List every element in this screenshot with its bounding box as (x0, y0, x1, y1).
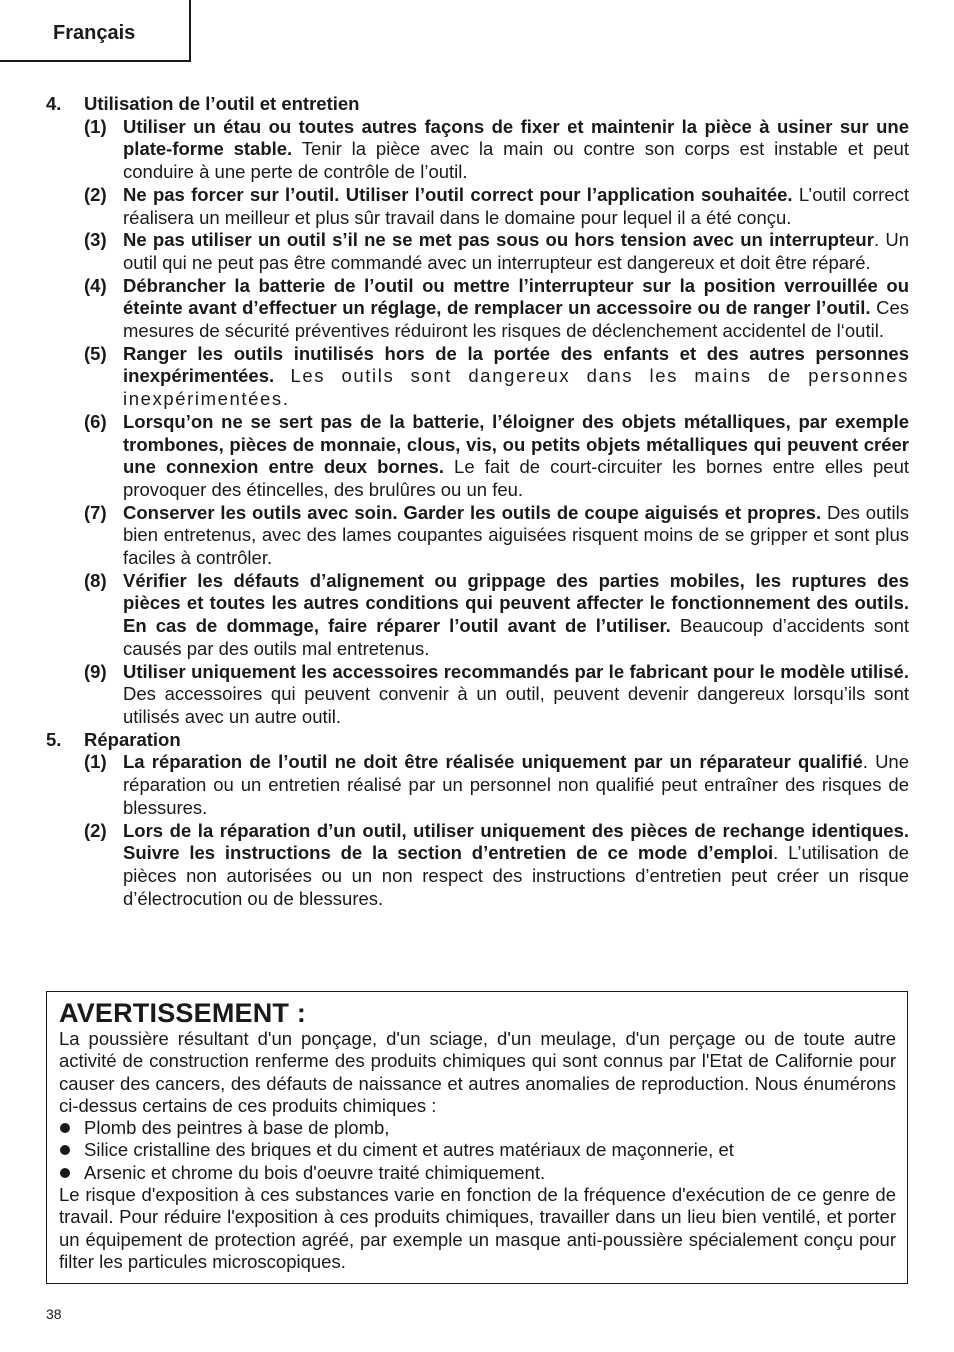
warning-bullet-list (59, 1117, 896, 1184)
item-text (123, 820, 909, 911)
item-body-text: Des accessoires qui peuvent convenir à un outil, peuvent devenir dangereux lorsqu’ils sont utilisés avec un autre outil. (123, 683, 909, 727)
list-item (46, 661, 909, 729)
item-bold-text: Ranger les outils inutilisés hors de la portée des enfants et des autres personnes inexpérimentées. (123, 342, 909, 387)
item-text (123, 661, 909, 729)
item-body-text: Des outils bien entretenus, avec des lames coupantes aiguisées risquent moins de se gripper et sont plus faciles à contrôler. (123, 501, 909, 569)
list-item (46, 570, 909, 661)
item-bold-text: Utiliser uniquement les accessoires recommandés par le fabricant pour le modèle utilisé. (123, 660, 909, 682)
item-text (123, 229, 909, 274)
warning-bullet-text: Silice cristalline des briques et du ciment et autres matériaux de maçonnerie, et (84, 1139, 734, 1161)
list-item (46, 275, 909, 343)
warning-bullet (59, 1162, 896, 1184)
section-heading (46, 729, 909, 752)
list-item (46, 751, 909, 819)
item-bold-text: Vérifier les défauts d’alignement ou grippage des parties mobiles, les ruptures des pièces et toutes les autres conditions qui peuvent affecter le fonctionnement des outils. En cas de dommage, faire réparer l’outil avant de l’utiliser. (123, 569, 909, 637)
warning-outro: Le risque d'exposition à ces substances varie en fonction de la fréquence d'exécution de ce genre de travail. Pour réduire l'exposition à ces produits chimiques, travailler dans un lieu bien ventilé, et porter un équipement de protection agréé, par exemple un masque anti-poussière spécialement conçu pour filter les particules microscopiques. (59, 1184, 896, 1272)
bullet-dot-icon (59, 1117, 84, 1139)
section-title: Réparation (84, 728, 181, 750)
item-body-text: L’outil correct réalisera un meilleur et plus sûr travail dans le domaine pour lequel il a été conçu. (123, 183, 910, 228)
item-bold-text: Débrancher la batterie de l’outil ou mettre l’interrupteur sur la position verrouillée ou éteinte avant d’effectuer un réglage, de remplacer un accessoire ou de ranger l’outil. (123, 274, 909, 319)
item-text (123, 570, 909, 661)
warning-bullet (59, 1139, 896, 1161)
item-bold-text: Ne pas forcer sur l’outil. Utiliser l’outil correct pour l’application souhaitée. (123, 183, 793, 205)
list-item (46, 184, 909, 229)
item-text (123, 411, 909, 502)
item-number: (1) (84, 751, 107, 773)
warning-bullet (59, 1117, 896, 1139)
item-bold-text: Lorsqu’on ne se sert pas de la batterie, l’éloigner des objets métalliques, par exemple trombones, pièces de monnaie, clous, vis, ou petits objets métalliques qui peuvent créer une connexion entre deux bornes. (123, 410, 909, 478)
bullet-dot-icon (59, 1139, 84, 1161)
item-bold-text: Lors de la réparation d’un outil, utiliser uniquement des pièces de rechange identiques. Suivre les instructions de la section d’entretien de ce mode d’emploi (123, 819, 909, 864)
warning-intro: La poussière résultant d'un ponçage, d'un sciage, d'un meulage, d'un perçage ou de toute autre activité de construction renferme des produits chimiques qui sont connus par l'Etat de Californie pour causer des cancers, des défauts de naissance et autres anomalies de reproduction. Nous énumérons ci-dessus certains de ces produits chimiques : (59, 1028, 896, 1116)
item-number: (5) (84, 342, 107, 364)
item-number: (7) (84, 501, 107, 523)
item-bold-text: Conserver les outils avec soin. Garder les outils de coupe aiguisés et propres. (123, 501, 822, 523)
item-number: (2) (84, 183, 107, 205)
bullet-dot-icon (59, 1162, 84, 1184)
warning-bullet-text: Plomb des peintres à base de plomb, (84, 1117, 390, 1139)
list-item (46, 116, 909, 184)
list-item (46, 502, 909, 570)
item-body-text: Les outils sont dangereux dans les mains de personnes inexpérimentées. (123, 365, 909, 410)
item-text (123, 275, 909, 343)
warning-bullet-text: Arsenic et chrome du bois d'oeuvre traité chimiquement. (84, 1161, 546, 1183)
item-text (123, 343, 909, 411)
warning-title: AVERTISSEMENT : (59, 998, 307, 1028)
item-number: (6) (84, 410, 107, 432)
item-body-text: . L’utilisation de pièces non autorisées ou un non respect des instructions d’entretien peut créer un risque d’électrocution ou de blessures. (123, 842, 909, 909)
item-text (123, 751, 909, 819)
section-number: 5. (46, 728, 62, 750)
page-number: 38 (46, 1306, 62, 1322)
item-bold-text: Ne pas utiliser un outil s’il ne se met pas sous ou hors tension avec un interrupteur (123, 229, 874, 251)
item-text (123, 116, 909, 184)
item-number: (8) (84, 569, 107, 591)
item-body-text: Ces mesures de sécurité préventives réduiront les risques de déclenchement accidentel de l‘outil. (123, 297, 909, 342)
item-number: (4) (84, 274, 107, 296)
item-number: (9) (84, 660, 107, 682)
list-item (46, 411, 909, 502)
item-text (123, 184, 909, 229)
list-item (46, 343, 909, 411)
language-label: Français (53, 22, 136, 44)
item-number: (1) (84, 115, 107, 137)
section-heading (46, 93, 909, 116)
item-text (123, 502, 909, 570)
item-body-text: Tenir la pièce avec la main ou contre son corps est instable et peut conduire à une perte de contrôle de l’outil. (123, 138, 909, 183)
item-body-text: Le fait de court-circuiter les bornes entre elles peut provoquer des étincelles, des brulûres ou un feu. (123, 456, 910, 500)
item-body-text: . Une réparation ou un entretien réalisé par un personnel non qualifié peut entraîner des risques de blessures. (123, 751, 910, 818)
list-item (46, 820, 909, 911)
section-number: 4. (46, 93, 62, 114)
item-number: (2) (84, 819, 107, 841)
language-tab (0, 0, 191, 62)
item-body-text: . Un outil qui ne peut pas être commandé avec un interrupteur est dangereux et doit être réparé. (123, 229, 909, 273)
item-number: (3) (84, 229, 107, 251)
list-item (46, 229, 909, 274)
section-title: Utilisation de l’outil et entretien (84, 93, 360, 114)
warning-box (46, 991, 908, 1284)
item-body-text: Beaucoup d’accidents sont causés par des outils mal entretenus. (123, 615, 910, 659)
item-bold-text: Utiliser un étau ou toutes autres façons de fixer et maintenir la pièce à usiner sur une plate-forme stable. (123, 115, 909, 160)
instructions-content (46, 93, 909, 910)
item-bold-text: La réparation de l’outil ne doit être réalisée uniquement par un réparateur qualifié (123, 751, 863, 773)
